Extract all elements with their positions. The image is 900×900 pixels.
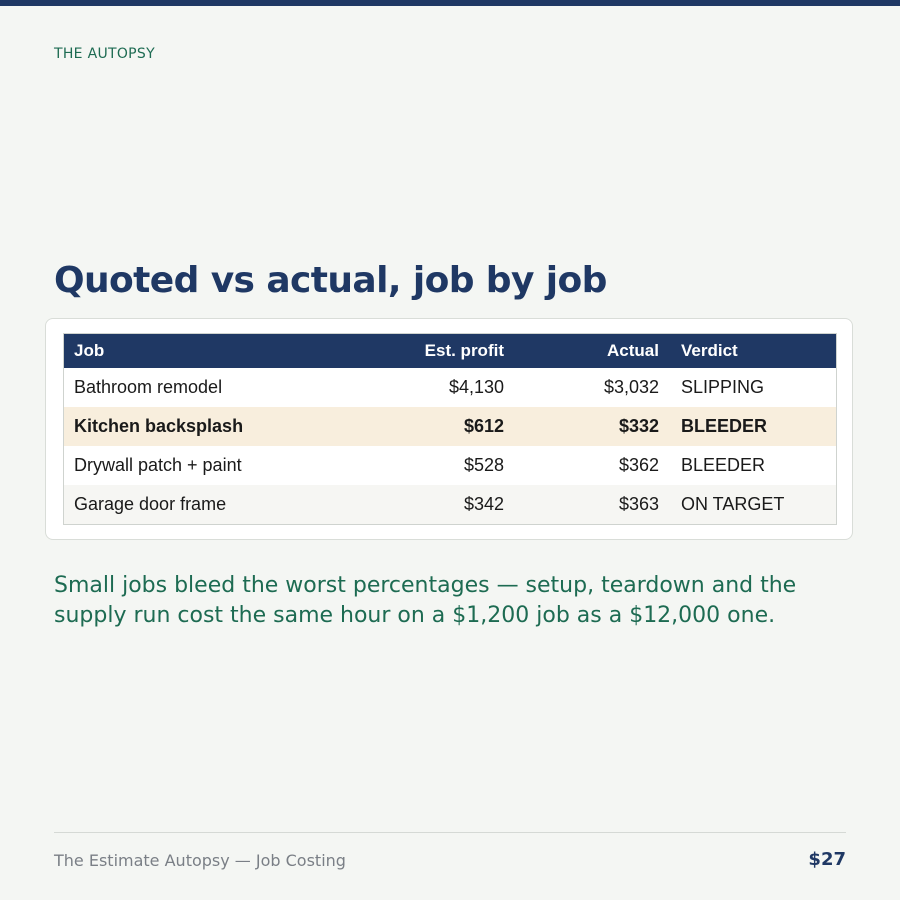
footer-price: $27 [808, 849, 846, 870]
top-accent-bar [0, 0, 900, 6]
section-eyebrow: THE AUTOPSY [54, 46, 155, 62]
cell-est-profit: $612 [463, 416, 504, 436]
table-header-row [64, 334, 836, 368]
jobs-table [64, 334, 836, 524]
cell-actual: $3,032 [603, 377, 659, 397]
column-header-job: Job [74, 341, 105, 360]
footer-product-name: The Estimate Autopsy — Job Costing [54, 851, 346, 870]
cell-actual: $362 [618, 455, 659, 475]
cell-job: Drywall patch + paint [74, 455, 242, 475]
page-title: Quoted vs actual, job by job [54, 260, 607, 301]
cell-verdict: BLEEDER [681, 416, 768, 436]
cell-verdict: SLIPPING [681, 377, 765, 397]
cell-actual: $363 [618, 494, 659, 514]
cell-job: Garage door frame [74, 494, 227, 514]
table-row [64, 368, 836, 407]
cell-verdict: BLEEDER [681, 455, 766, 475]
column-header-actual: Actual [607, 341, 659, 360]
column-header-est-profit: Est. profit [424, 341, 504, 360]
cell-est-profit: $528 [463, 455, 504, 475]
table-row-highlighted [64, 407, 836, 446]
table-card [45, 318, 853, 540]
table-row [64, 446, 836, 485]
cell-actual: $332 [618, 416, 659, 436]
table-row [64, 485, 836, 524]
cell-verdict: ON TARGET [681, 494, 785, 514]
insight-note: Small jobs bleed the worst percentages — setup, teardown and the supply run cost the same hour on a $1,200 job as a $12,000 one. [54, 573, 797, 628]
footer-divider [54, 832, 846, 833]
cell-job: Kitchen backsplash [74, 416, 244, 436]
cell-est-profit: $4,130 [448, 377, 504, 397]
cell-job: Bathroom remodel [74, 377, 223, 397]
cell-est-profit: $342 [463, 494, 504, 514]
column-header-verdict: Verdict [681, 341, 738, 360]
